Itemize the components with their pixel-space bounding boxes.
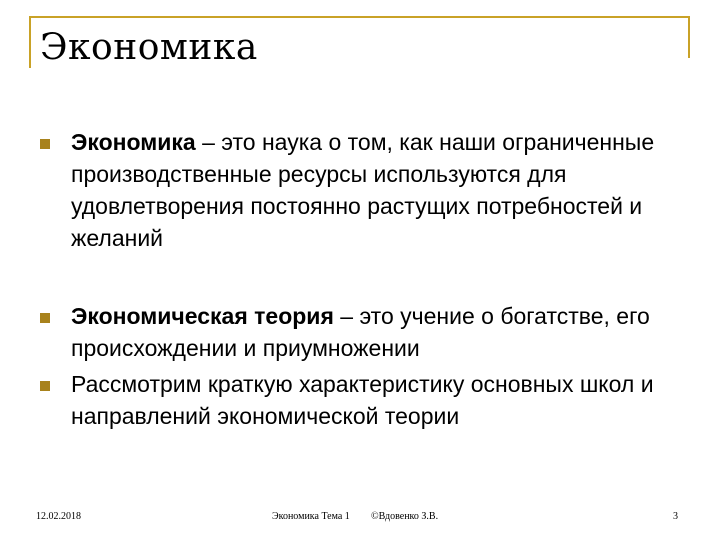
square-bullet-icon (40, 139, 50, 149)
title-frame-left-line (29, 16, 31, 68)
bullet-definition: Рассмотрим краткую характеристику основных школ и направлений экономической теории (71, 371, 654, 429)
square-bullet-icon (40, 313, 50, 323)
slide-title: Экономика (40, 27, 258, 68)
footer-date: 12.02.2018 (36, 511, 81, 522)
bullet-text (71, 300, 671, 364)
bullet-term: Экономика (71, 129, 196, 155)
square-bullet-icon (40, 381, 50, 391)
bullet-term: Экономическая теория (71, 303, 334, 329)
footer-author: ©Вдовенко З.В. (371, 511, 439, 522)
title-frame-right-line (688, 16, 690, 58)
bullet-definition: – это наука о том, как наши ограниченные производственные ресурсы используются для удовлетворения постоянно растущих потребностей и желаний (71, 129, 655, 251)
bullet-text (71, 126, 671, 254)
footer-course: Экономика Тема 1 (272, 511, 350, 522)
bullet-text (71, 368, 671, 432)
footer-page-number: 3 (673, 511, 678, 522)
bullet-definition: – это учение о богатстве, его происхождении и приумножении (71, 303, 650, 361)
title-frame-top-line (29, 16, 690, 18)
